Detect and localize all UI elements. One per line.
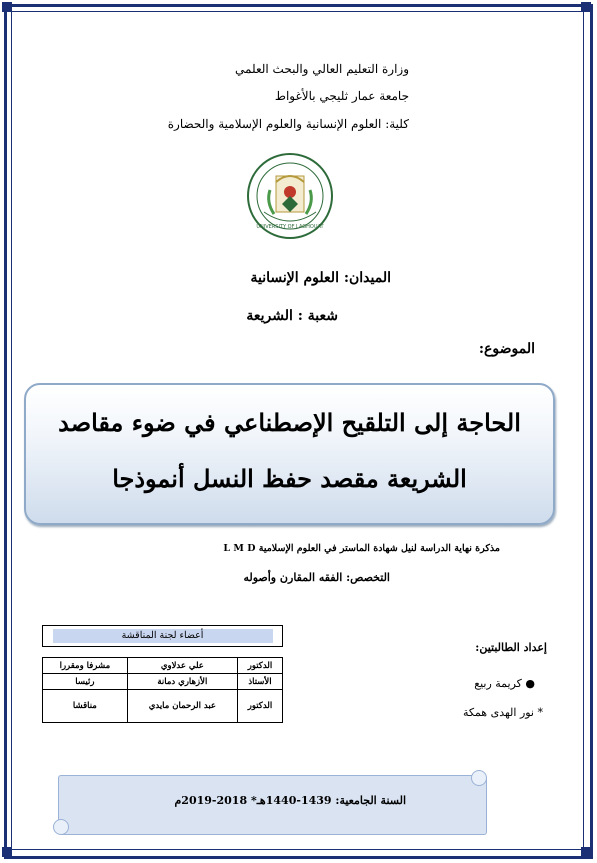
member-title: الدكتور xyxy=(237,658,282,674)
students-label: إعداد الطالبتين: xyxy=(475,641,547,654)
specialty: التخصص: الفقه المقارن وأصوله xyxy=(243,571,390,584)
faculty-name: كلية: العلوم الإنسانية والعلوم الإسلامية والحضارة xyxy=(167,117,409,131)
corner-ornament xyxy=(2,2,12,12)
committee-heading: أعضاء لجنة المناقشة xyxy=(42,625,283,647)
thesis-title-line2: الشريعة مقصد حفظ النسل أنموذجا xyxy=(112,464,467,493)
member-title: الدكتور xyxy=(237,690,282,723)
university-name: جامعة عمار ثليجي بالأغواط xyxy=(274,89,409,103)
corner-ornament xyxy=(581,2,591,12)
student-name: * نور الهدى همكة xyxy=(462,706,543,719)
committee-box xyxy=(42,625,283,647)
member-name: عبد الرحمان مايدي xyxy=(127,690,237,723)
academic-year-scroll xyxy=(58,775,487,835)
title-box xyxy=(24,383,555,525)
table-row xyxy=(43,674,283,690)
corner-ornament xyxy=(2,847,12,857)
corner-ornament xyxy=(581,847,591,857)
member-title: الأستاذ xyxy=(237,674,282,690)
university-logo xyxy=(246,152,334,240)
field-domain: الميدان: العلوم الإنسانية xyxy=(250,270,391,286)
table-row xyxy=(43,658,283,674)
student-name: ● كريمة ربيع xyxy=(474,677,535,690)
logo-caption: UNIVERSITY OF LAGHOUAT xyxy=(256,224,324,230)
member-name: علي عدلاوي xyxy=(127,658,237,674)
table-row xyxy=(43,690,283,723)
member-name: الأزهاري دمانة xyxy=(127,674,237,690)
subject-label: الموضوع: xyxy=(478,341,535,357)
ministry-name: وزارة التعليم العالي والبحث العلمي xyxy=(235,62,409,76)
memo-description: مذكرة نهاية الدراسة لنيل شهادة الماستر في العلوم الإسلامية L M D xyxy=(223,543,500,554)
member-role: مناقشا xyxy=(43,690,128,723)
member-role: رئيسا xyxy=(43,674,128,690)
field-branch: شعبة : الشريعة xyxy=(246,308,338,324)
committee-table xyxy=(42,657,283,723)
thesis-title-line1: الحاجة إلى التلقيح الإصطناعي في ضوء مقاصد xyxy=(58,408,521,437)
academic-year: السنة الجامعية: 1439-1440هـ* 2018-2019م xyxy=(174,794,406,807)
member-role: مشرفا ومقررا xyxy=(43,658,128,674)
